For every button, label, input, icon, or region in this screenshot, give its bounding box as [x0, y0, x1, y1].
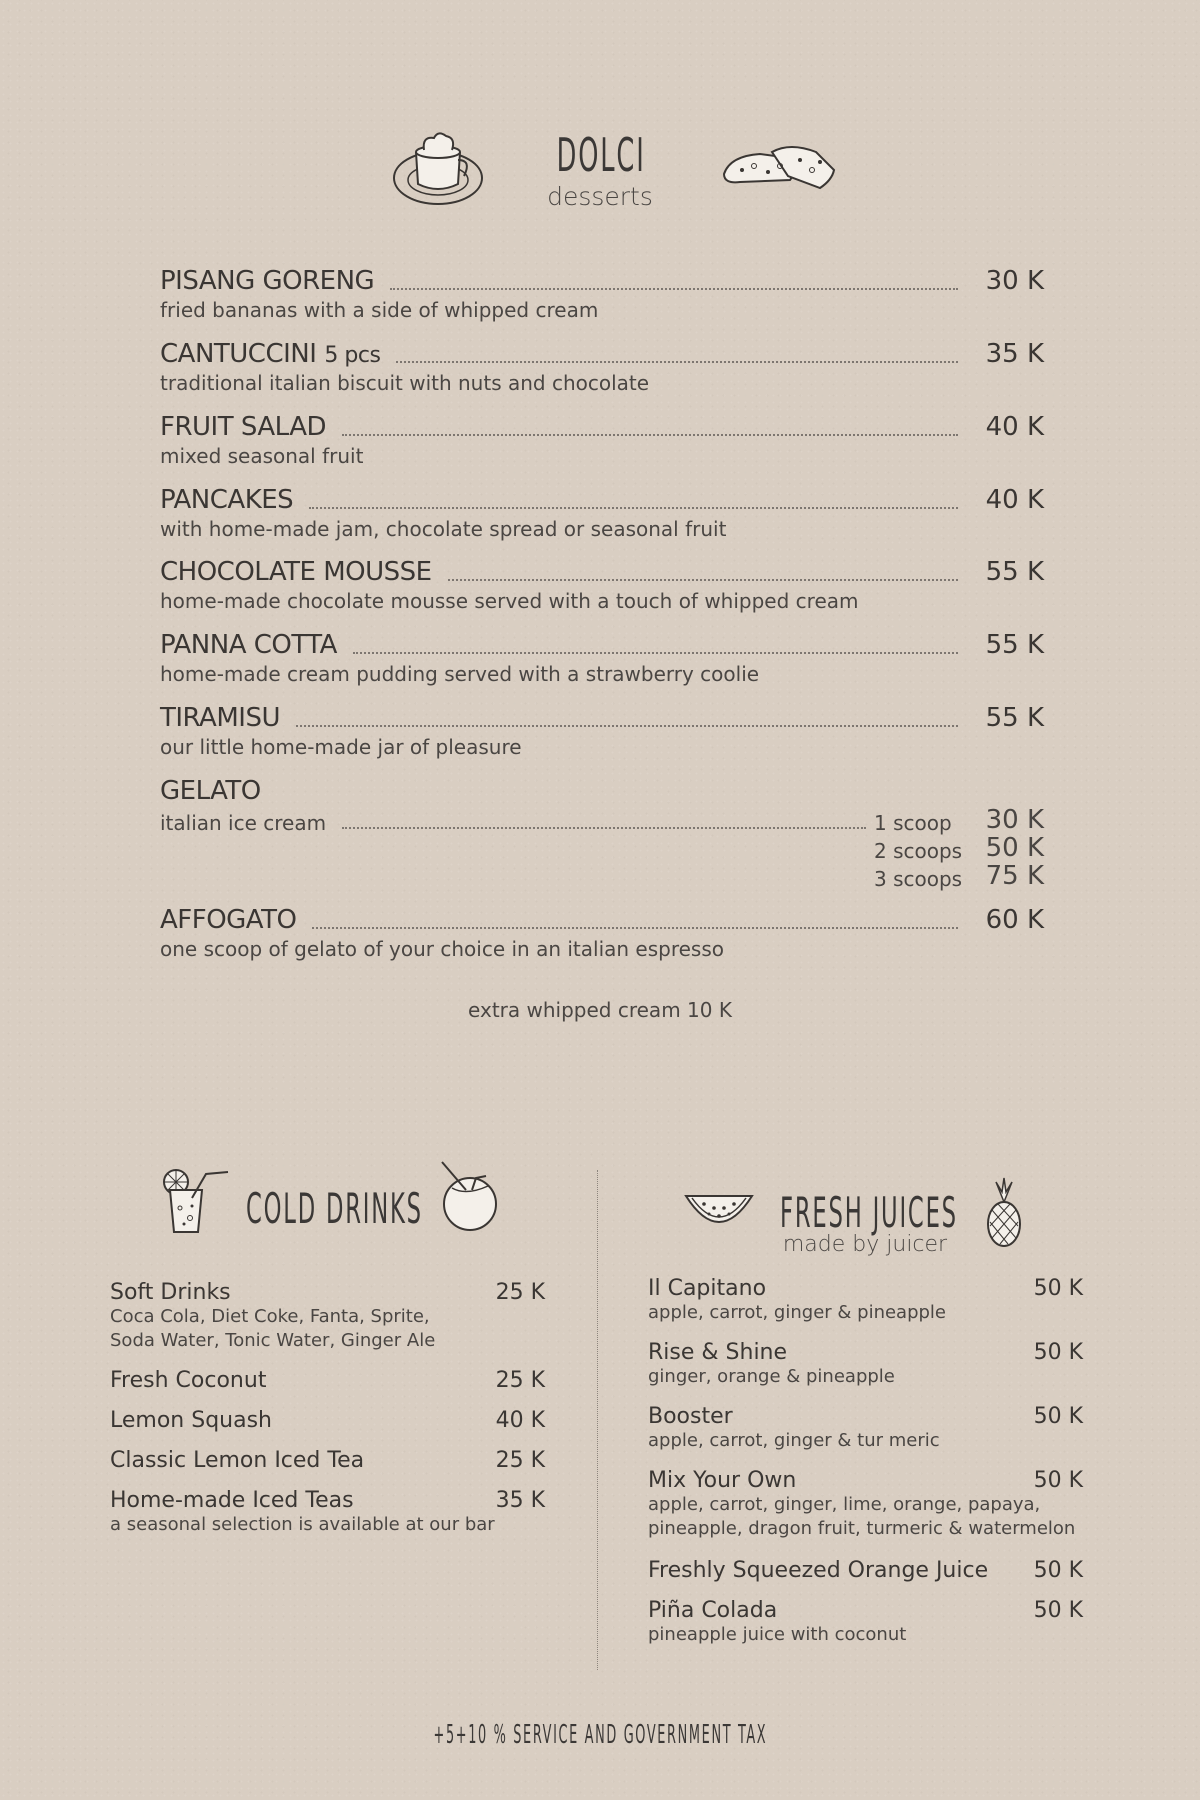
item-name: PANCAKES — [160, 485, 294, 515]
juice-name: Mix Your Own — [648, 1468, 797, 1493]
drink-description: Soda Water, Tonic Water, Ginger Ale — [110, 1330, 436, 1351]
drink-name: Home-made Iced Teas — [110, 1488, 354, 1513]
juice-name: Piña Colada — [648, 1598, 778, 1623]
item-name: TIRAMISU — [160, 703, 280, 733]
menu-item-gelato — [160, 776, 1044, 806]
section-title-fresh-juices: FRESH JUICES — [780, 1188, 958, 1237]
scoop-price: 75 K — [985, 861, 1044, 891]
item-price: 60 K — [985, 905, 1044, 935]
item-name: CANTUCCINI — [160, 339, 317, 369]
item-name: GELATO — [160, 776, 261, 806]
item-price: 55 K — [985, 557, 1044, 587]
item-name: PISANG GORENG — [160, 266, 375, 296]
extra-whipped-cream-note: extra whipped cream 10 K — [468, 998, 732, 1022]
lemonade-glass-icon — [158, 1168, 232, 1234]
juice-freshly-squeezed-orange — [648, 1558, 988, 1583]
juice-description: apple, carrot, ginger & pineapple — [648, 1302, 947, 1323]
juice-name: Rise & Shine — [648, 1340, 788, 1365]
juice-description: pineapple juice with coconut — [648, 1624, 907, 1645]
juice-name: Freshly Squeezed Orange Juice — [648, 1558, 989, 1583]
juice-description: pineapple, dragon fruit, turmeric & watermelon — [648, 1518, 1076, 1539]
pineapple-icon — [984, 1178, 1024, 1248]
item-description: mixed seasonal fruit — [160, 444, 364, 468]
juice-rise-and-shine — [648, 1340, 895, 1389]
scoop-label: 1 scoop — [874, 811, 952, 835]
leader-dots — [390, 287, 958, 290]
menu-item-fruit-salad — [160, 412, 1044, 468]
coconut-drink-icon — [436, 1160, 498, 1232]
menu-item-tiramisu — [160, 703, 1044, 759]
drink-name: Fresh Coconut — [110, 1368, 267, 1393]
menu-item-pancakes — [160, 485, 1044, 541]
drink-name: Classic Lemon Iced Tea — [110, 1448, 365, 1473]
leader-dots — [353, 651, 958, 654]
drink-name: Lemon Squash — [110, 1408, 272, 1433]
item-description: fried bananas with a side of whipped cream — [160, 298, 599, 322]
tax-note-footer — [0, 1720, 1200, 1750]
item-name: PANNA COTTA — [160, 630, 337, 660]
item-name: FRUIT SALAD — [160, 412, 327, 442]
section-title-dolci: DOLCI — [556, 128, 646, 182]
leader-dots — [342, 433, 958, 436]
scoop-price: 30 K — [985, 805, 1044, 835]
juice-booster — [648, 1404, 940, 1453]
item-name: CHOCOLATE MOUSSE — [160, 557, 432, 587]
item-description: our little home-made jar of pleasure — [160, 735, 522, 759]
drink-price: 35 K — [495, 1488, 545, 1513]
drink-price: 25 K — [495, 1280, 545, 1305]
drink-soft-drinks — [110, 1280, 435, 1353]
section-subtitle-desserts: desserts — [547, 182, 653, 211]
leader-dots — [296, 724, 958, 727]
drink-price: 40 K — [495, 1408, 545, 1433]
item-quantity: 5 pcs — [324, 343, 381, 368]
menu-item-chocolate-mousse — [160, 557, 1044, 613]
juice-price: 50 K — [1033, 1598, 1083, 1623]
item-description: home-made chocolate mousse served with a touch of whipped cream — [160, 589, 859, 613]
item-price: 55 K — [985, 630, 1044, 660]
juice-description: ginger, orange & pineapple — [648, 1366, 895, 1387]
drink-name: Soft Drinks — [110, 1280, 231, 1305]
section-title-cold-drinks: COLD DRINKS — [246, 1184, 423, 1233]
gelato-scoop-row-3 — [160, 861, 1044, 891]
juice-price: 50 K — [1033, 1468, 1083, 1493]
drink-price: 25 K — [495, 1368, 545, 1393]
leader-dots — [342, 826, 866, 829]
scoop-price: 50 K — [985, 833, 1044, 863]
item-price: 35 K — [985, 339, 1044, 369]
item-description: traditional italian biscuit with nuts and chocolate — [160, 371, 650, 395]
item-description: italian ice cream — [160, 811, 327, 835]
tax-note-text: +5+10 % SERVICE AND GOVERNMENT TAX — [433, 1720, 767, 1750]
juice-pina-colada — [648, 1598, 906, 1647]
drink-price: 25 K — [495, 1448, 545, 1473]
menu-item-cantuccini — [160, 339, 1044, 395]
watermelon-slice-icon — [684, 1192, 754, 1230]
cantuccini-biscuit-icon — [720, 144, 838, 196]
juice-price: 50 K — [1033, 1404, 1083, 1429]
menu-item-affogato — [160, 905, 1044, 961]
drink-home-made-iced-teas — [110, 1488, 495, 1537]
juice-name: Booster — [648, 1404, 733, 1429]
item-price: 40 K — [985, 485, 1044, 515]
scoop-label: 3 scoops — [874, 867, 963, 891]
drink-fresh-coconut — [110, 1368, 266, 1393]
drink-lemon-squash — [110, 1408, 272, 1433]
juice-price: 50 K — [1033, 1340, 1083, 1365]
drink-description: a seasonal selection is available at our bar — [110, 1514, 495, 1535]
juice-il-capitano — [648, 1276, 946, 1325]
leader-dots — [312, 926, 958, 929]
juice-description: apple, carrot, ginger, lime, orange, papaya, — [648, 1494, 1041, 1515]
item-description: home-made cream pudding served with a strawberry coolie — [160, 662, 760, 686]
gelato-scoop-row-2 — [160, 833, 1044, 863]
juice-description: apple, carrot, ginger & tur meric — [648, 1430, 940, 1451]
item-price: 30 K — [985, 266, 1044, 296]
menu-item-panna-cotta — [160, 630, 1044, 686]
leader-dots — [396, 360, 958, 363]
column-divider — [597, 1170, 598, 1670]
scoop-label: 2 scoops — [874, 839, 963, 863]
item-price: 40 K — [985, 412, 1044, 442]
item-name: AFFOGATO — [160, 905, 297, 935]
juice-name: Il Capitano — [648, 1276, 767, 1301]
gelato-scoop-row-1 — [160, 805, 1044, 835]
drink-classic-lemon-iced-tea — [110, 1448, 364, 1473]
section-subtitle-made-by-juicer: made by juicer — [782, 1232, 948, 1257]
juice-price: 50 K — [1033, 1558, 1083, 1583]
menu-item-pisang-goreng — [160, 266, 1044, 322]
item-price: 55 K — [985, 703, 1044, 733]
drink-description: Coca Cola, Diet Coke, Fanta, Sprite, — [110, 1306, 430, 1327]
leader-dots — [309, 506, 958, 509]
juice-price: 50 K — [1033, 1276, 1083, 1301]
item-description: with home-made jam, chocolate spread or seasonal fruit — [160, 517, 727, 541]
leader-dots — [448, 578, 958, 581]
item-description: one scoop of gelato of your choice in an italian espresso — [160, 937, 725, 961]
cup-dessert-icon — [392, 130, 484, 208]
